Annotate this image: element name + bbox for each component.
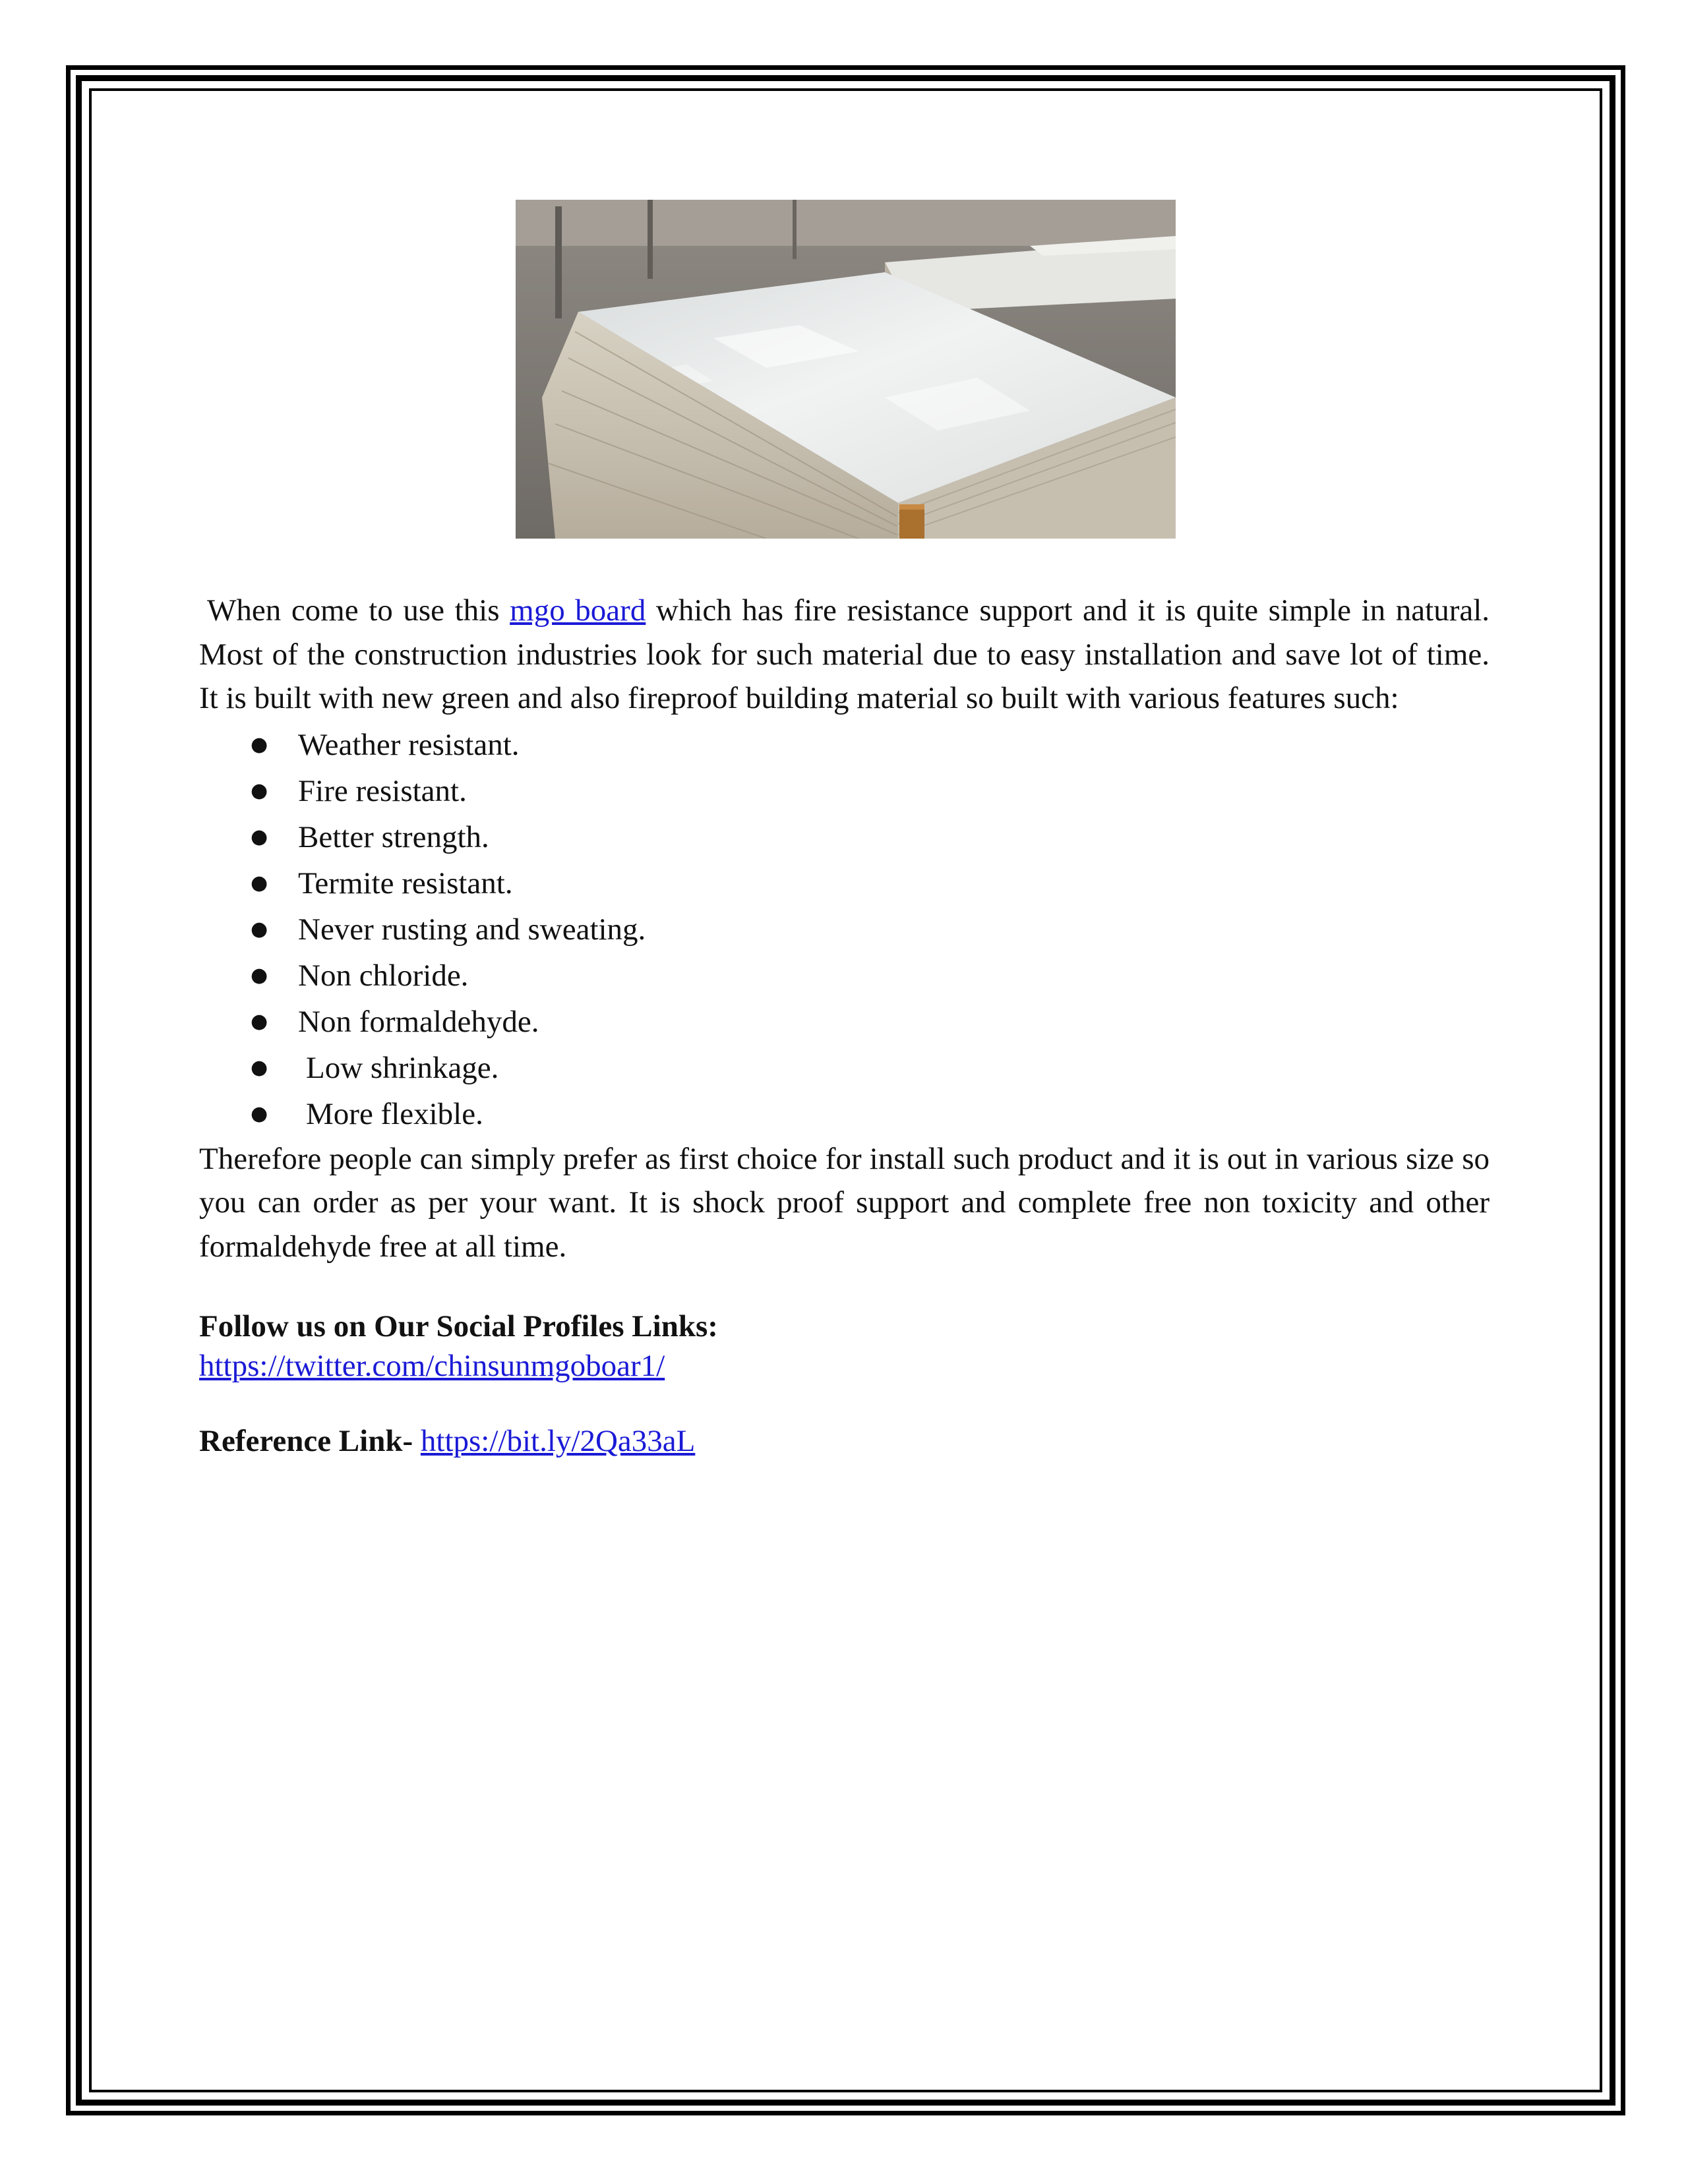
list-item — [199, 1091, 1490, 1137]
feature-label: Weather resistant. — [298, 727, 520, 762]
list-item — [199, 1045, 1490, 1091]
twitter-link[interactable]: https://twitter.com/chinsunmgoboar1/ — [199, 1349, 665, 1383]
feature-label: Better strength. — [298, 819, 489, 854]
list-item — [199, 722, 1490, 768]
bullet-icon: ● — [251, 963, 268, 987]
bullet-icon: ● — [251, 871, 268, 895]
social-heading: Follow us on Our Social Profiles Links: — [199, 1309, 718, 1343]
feature-label: More flexible. — [306, 1096, 483, 1131]
bullet-icon: ● — [251, 1102, 268, 1125]
bullet-icon: ● — [251, 825, 268, 848]
bullet-icon: ● — [251, 1055, 268, 1079]
bullet-icon: ● — [251, 732, 268, 756]
feature-label: Fire resistant. — [298, 773, 467, 808]
features-list — [199, 722, 1490, 1137]
intro-suffix: which has fire resistance support and it is quite simple in natural. Most of the construction industries look for such material due to easy installation and save lot of time. It is built with new green and also fireproof building material so built with various features such: — [199, 593, 1490, 715]
feature-label: Non formaldehyde. — [298, 1004, 539, 1039]
mgo-board-link[interactable]: mgo board — [510, 593, 646, 628]
list-item — [199, 999, 1490, 1045]
feature-label: Low shrinkage. — [306, 1050, 499, 1085]
intro-prefix: When come to use this — [207, 593, 510, 628]
bullet-icon: ● — [251, 779, 268, 802]
list-item — [199, 860, 1490, 906]
reference-link[interactable]: https://bit.ly/2Qa33aL — [420, 1424, 696, 1458]
list-item — [199, 906, 1490, 953]
list-item — [199, 768, 1490, 814]
feature-label: Never rusting and sweating. — [298, 912, 646, 947]
list-item — [199, 814, 1490, 860]
intro-paragraph — [199, 589, 1490, 721]
feature-label: Non chloride. — [298, 958, 469, 993]
reference-label: Reference Link- — [199, 1424, 413, 1458]
reference-line — [199, 1421, 1490, 1461]
mgo-board-photo — [516, 200, 1176, 539]
feature-label: Termite resistant. — [298, 866, 513, 900]
list-item — [199, 953, 1490, 999]
article-body — [199, 589, 1490, 1461]
bullet-icon: ● — [251, 917, 268, 941]
closing-paragraph: Therefore people can simply prefer as first choice for install such product and it is out in various size so you can order as per your want. It is shock proof support and complete free non toxicity and other formaldehyde free at all time. — [199, 1141, 1490, 1264]
bullet-icon: ● — [251, 1009, 268, 1033]
